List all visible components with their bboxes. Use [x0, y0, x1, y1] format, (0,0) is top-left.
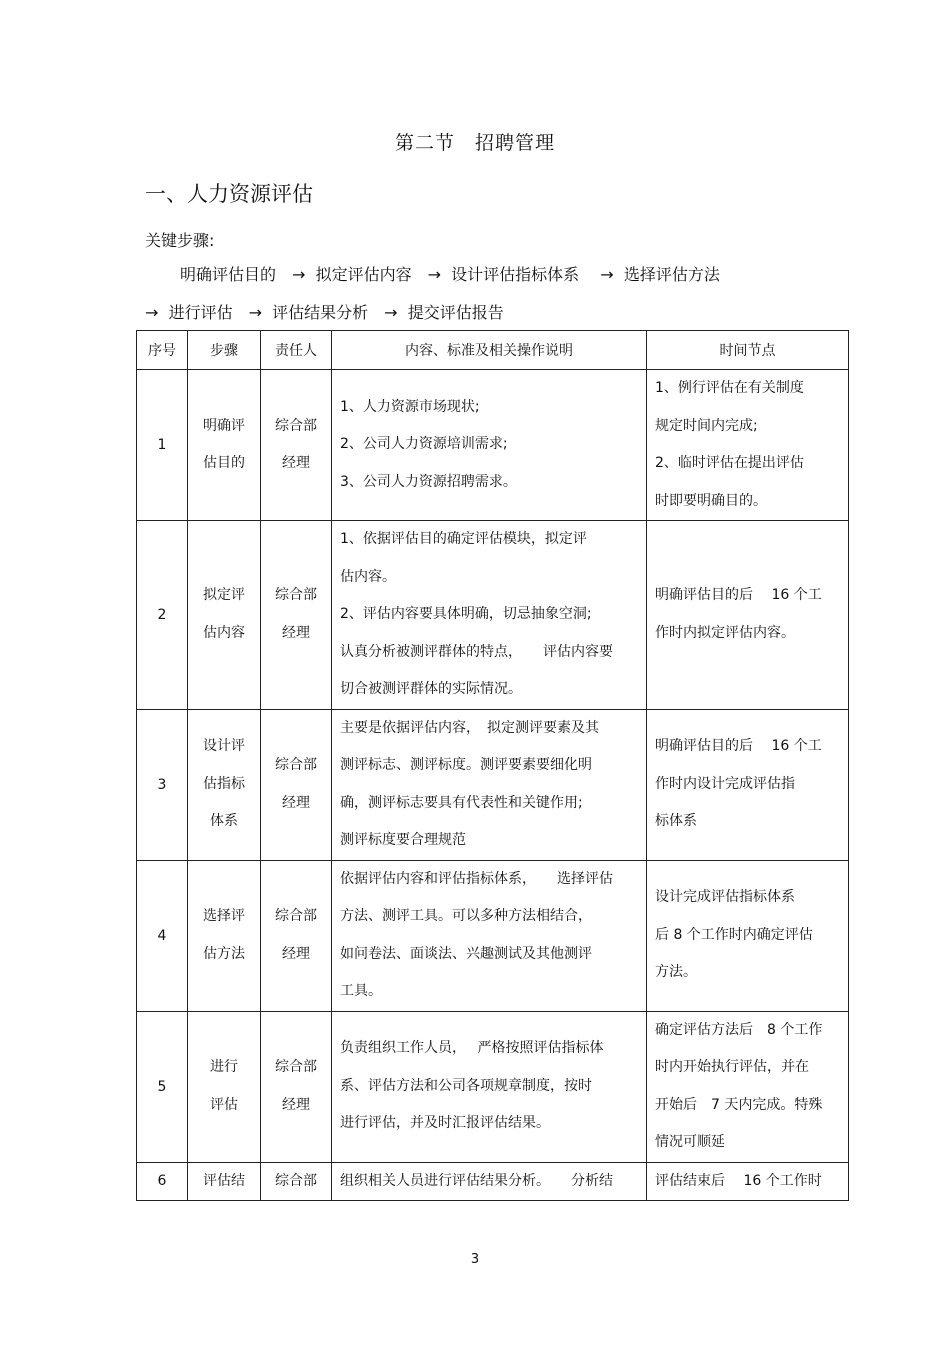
cell-owner — [261, 1162, 332, 1201]
time-line: 作时内拟定评估内容。 — [655, 624, 795, 641]
time-line: 时即要明确目的。 — [655, 492, 767, 509]
cell-owner — [261, 370, 332, 521]
content-line: 依据评估内容和评估指标体系， 选择评估 — [340, 870, 613, 887]
table-row — [137, 1011, 849, 1162]
header-no: 序号 — [137, 331, 188, 370]
content-line: 3、公司人力资源招聘需求。 — [340, 473, 517, 490]
table-row — [137, 709, 849, 860]
time-line: 开始后 7 天内完成。特殊 — [655, 1096, 823, 1113]
content-line: 如问卷法、面谈法、兴趣测试及其他测评 — [340, 945, 592, 962]
cell-no: 5 — [137, 1011, 188, 1162]
cell-content — [332, 860, 647, 1011]
table-row — [137, 860, 849, 1011]
heading: 一、人力资源评估 — [145, 182, 313, 206]
content-line: 1、依据评估目的确定评估模块，拟定评 — [340, 531, 587, 547]
cell-owner — [261, 860, 332, 1011]
content-line: 2、评估内容要具体明确，切忌抽象空洞; — [340, 606, 592, 622]
content-line: 2、公司人力资源培训需求; — [340, 436, 508, 453]
content-line: 确，测评标志要具有代表性和关键作用; — [340, 794, 583, 811]
owner-line: 综合部 — [275, 757, 317, 773]
time-line: 时内开始执行评估，并在 — [655, 1059, 809, 1075]
time-line: 明确评估目的后 16 个工 — [655, 587, 822, 604]
step-line: 估内容 — [203, 624, 245, 641]
content-line: 组织相关人员进行评估结果分析。 分析结 — [340, 1172, 613, 1189]
step-line: 明确评 — [203, 417, 245, 434]
cell-content — [332, 1011, 647, 1162]
cell-content — [332, 370, 647, 521]
cell-no: 1 — [137, 370, 188, 521]
content-line: 切合被测评群体的实际情况。 — [340, 681, 522, 697]
cell-time — [647, 709, 849, 860]
owner-line: 综合部 — [275, 1059, 317, 1075]
time-line: 规定时间内完成; — [655, 417, 758, 434]
header-owner: 责任人 — [261, 331, 332, 370]
steps-table — [136, 330, 849, 1201]
content-line: 系、评估方法和公司各项规章制度，按时 — [340, 1077, 592, 1094]
cell-no: 6 — [137, 1162, 188, 1201]
step-line: 估指标 — [203, 775, 245, 792]
cell-owner — [261, 709, 332, 860]
time-line: 方法。 — [655, 964, 697, 981]
owner-line: 综合部 — [275, 587, 317, 604]
cell-step — [188, 709, 261, 860]
cell-time — [647, 1011, 849, 1162]
step-line: 设计评 — [203, 738, 245, 755]
content-line: 测评标志、测评标度。测评要素要细化明 — [340, 757, 592, 773]
owner-line: 经理 — [282, 945, 310, 962]
cell-content — [332, 709, 647, 860]
time-line: 明确评估目的后 16 个工 — [655, 738, 822, 755]
time-line: 2、临时评估在提出评估 — [655, 455, 804, 471]
time-line: 作时内设计完成评估指 — [655, 775, 795, 792]
step-line: 体系 — [210, 813, 238, 830]
table-row — [137, 521, 849, 710]
content-line: 估内容。 — [340, 568, 396, 585]
cell-time — [647, 860, 849, 1011]
table-row — [137, 370, 849, 521]
flow-line-2: → 进行评估 → 评估结果分析 → 提交评估报告 — [145, 303, 504, 322]
owner-line: 经理 — [282, 1096, 310, 1113]
content-line: 工具。 — [340, 983, 382, 999]
content-line: 负责组织工作人员， 严格按照评估指标体 — [340, 1040, 604, 1057]
time-line: 1、例行评估在有关制度 — [655, 380, 804, 396]
cell-content — [332, 1162, 647, 1201]
table-row — [137, 1162, 849, 1201]
owner-line: 综合部 — [275, 908, 317, 924]
content-line: 测评标度要合理规范 — [340, 832, 466, 848]
step-line: 拟定评 — [203, 587, 245, 604]
cell-time — [647, 370, 849, 521]
cell-content — [332, 521, 647, 710]
time-line: 后 8 个工作时内确定评估 — [655, 926, 813, 943]
content-line: 认真分析被测评群体的特点， 评估内容要 — [340, 643, 613, 660]
time-line: 评估结束后 16 个工作时 — [655, 1172, 822, 1189]
content-line: 方法、测评工具。可以多种方法相结合， — [340, 908, 592, 924]
key-steps-label: 关键步骤: — [145, 231, 215, 250]
table-header-row — [137, 331, 849, 370]
cell-owner — [261, 1011, 332, 1162]
header-content: 内容、标准及相关操作说明 — [332, 331, 647, 370]
step-line: 选择评 — [203, 908, 245, 924]
page-number: 3 — [470, 1252, 480, 1267]
section-title: 第二节 招聘管理 — [394, 132, 555, 154]
time-line: 标体系 — [655, 813, 697, 830]
owner-line: 经理 — [282, 624, 310, 641]
cell-step — [188, 370, 261, 521]
owner-line: 综合部 — [275, 1172, 317, 1189]
cell-owner — [261, 521, 332, 710]
content-line: 1、人力资源市场现状; — [340, 398, 480, 415]
header-step: 步骤 — [188, 331, 261, 370]
owner-line: 经理 — [282, 455, 310, 471]
cell-step — [188, 860, 261, 1011]
cell-time — [647, 521, 849, 710]
cell-step — [188, 1011, 261, 1162]
step-line: 评估结 — [203, 1172, 245, 1189]
step-line: 估方法 — [203, 945, 245, 962]
cell-time — [647, 1162, 849, 1201]
step-line: 评估 — [210, 1096, 238, 1113]
step-line: 进行 — [210, 1059, 238, 1075]
cell-step — [188, 521, 261, 710]
content-line: 主要是依据评估内容， 拟定测评要素及其 — [340, 719, 599, 736]
cell-no: 4 — [137, 860, 188, 1011]
flow-line-1: 明确评估目的 → 拟定评估内容 → 设计评估指标体系 → 选择评估方法 — [180, 265, 720, 284]
header-time: 时间节点 — [647, 331, 849, 370]
cell-no: 3 — [137, 709, 188, 860]
owner-line: 综合部 — [275, 417, 317, 434]
owner-line: 经理 — [282, 794, 310, 811]
step-line: 估目的 — [203, 455, 245, 471]
cell-no: 2 — [137, 521, 188, 710]
content-line: 进行评估，并及时汇报评估结果。 — [340, 1115, 550, 1132]
cell-step — [188, 1162, 261, 1201]
time-line: 确定评估方法后 8 个工作 — [655, 1021, 823, 1038]
time-line: 情况可顺延 — [655, 1134, 725, 1150]
time-line: 设计完成评估指标体系 — [655, 889, 795, 906]
